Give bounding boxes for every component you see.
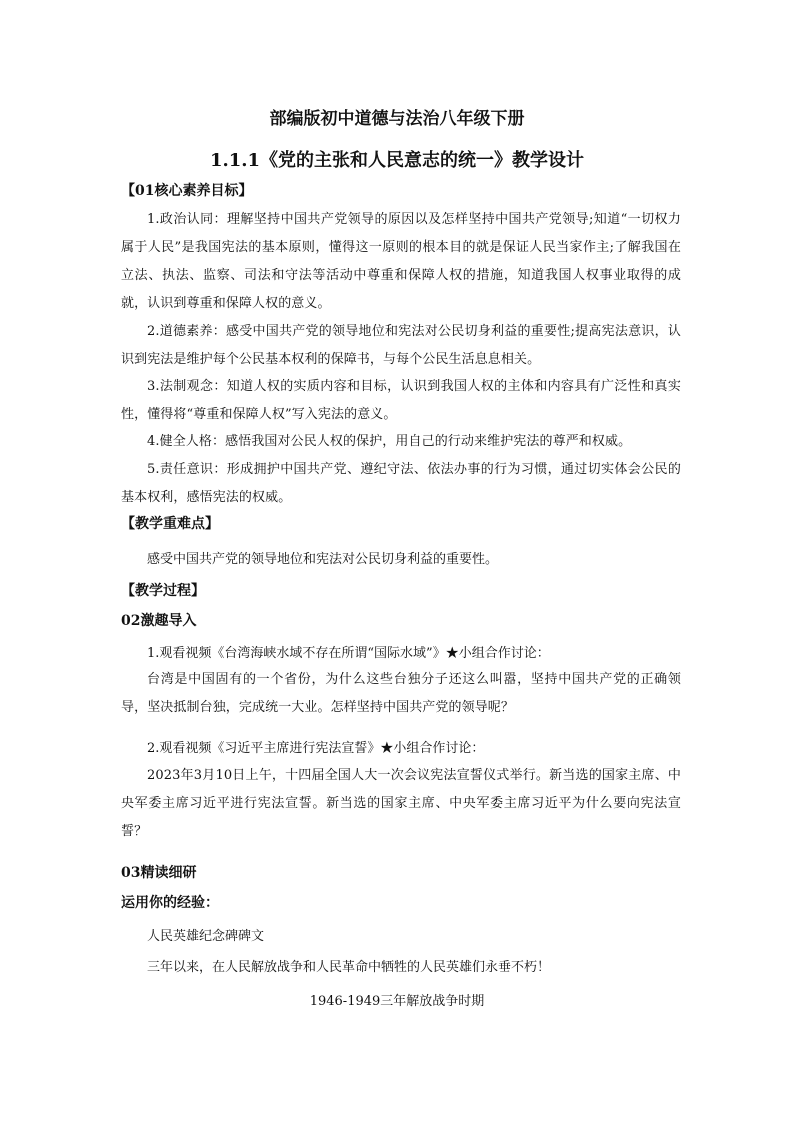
goal-paragraph-personality: 4.健全人格：感悟我国对公民人权的保护，用自己的行动来维护宪法的尊严和权威。 <box>147 434 632 449</box>
period-caption: 1946-1949三年解放战争时期 <box>309 994 485 1009</box>
subsection-heading-intro: 02激趣导入 <box>121 613 197 629</box>
intro-item-video-1: 1.观看视频《台湾海峡水域不存在所谓“国际水域”》★小组合作讨论： <box>147 646 550 661</box>
intro-paragraph-1: 台湾是中国固有的一个省份，为什么这些台独分子还这么叫嚣，坚持中国共产党的正确领导，坚决抵制台独，完成统一大业。怎样坚持中国共产党的领导呢？ <box>121 672 681 715</box>
section-heading-key-points: 【教学重难点】 <box>121 516 219 532</box>
monument-title: 人民英雄纪念碑碑文 <box>147 929 265 944</box>
intro-item-video-2: 2.观看视频《习近平主席进行宪法宣誓》★小组合作讨论： <box>147 741 485 756</box>
monument-inscription-line: 三年以来，在人民解放战争和人民革命中牺牲的人民英雄们永垂不朽！ <box>147 960 551 975</box>
goal-paragraph-political: 1.政治认同：理解坚持中国共产党领导的原因以及怎样坚持中国共产党领导;知道“一切权力属于人民”是我国宪法的基本原则，懂得这一原则的根本目的就是保证人民当家作主;了解我国在立法、执法、监察、司法和守法等活动中尊重和保障人权的措施，知道我国人权事业取得的成就，认识到尊重和保障人权的意义。 <box>121 212 681 311</box>
subsection-heading-reading: 03精读细研 <box>121 865 197 881</box>
goal-paragraph-legal: 3.法制观念：知道人权的实质内容和目标，认识到我国人权的主体和内容具有广泛性和真实性，懂得将“尊重和保障人权”写入宪法的意义。 <box>121 379 681 422</box>
goal-paragraph-responsibility: 5.责任意识：形成拥护中国共产党、遵纪守法、依法办事的行为习惯，通过切实体会公民的基本权利，感悟宪法的权威。 <box>121 462 681 505</box>
use-experience-heading: 运用你的经验： <box>121 895 219 911</box>
section-heading-process: 【教学过程】 <box>121 583 205 599</box>
lesson-title: 1.1.1《党的主张和人民意志的统一》教学设计 <box>209 150 585 171</box>
section-heading-goals: 【01核心素养目标】 <box>121 183 253 199</box>
document-title: 部编版初中道德与法治八年级下册 <box>269 109 525 129</box>
goal-paragraph-moral: 2.道德素养：感受中国共产党的领导地位和宪法对公民切身利益的重要性;提高宪法意识，认识到宪法是维护每个公民基本权利的保障书，与每个公民生活息息相关。 <box>121 324 681 367</box>
intro-paragraph-2: 2023年3月10日上午，十四届全国人大一次会议宪法宣誓仪式举行。新当选的国家主席、中央军委主席习近平进行宪法宣誓。新当选的国家主席、中央军委主席习近平为什么要向宪法宣誓？ <box>121 768 681 839</box>
key-point-text: 感受中国共产党的领导地位和宪法对公民切身利益的重要性。 <box>147 552 499 567</box>
